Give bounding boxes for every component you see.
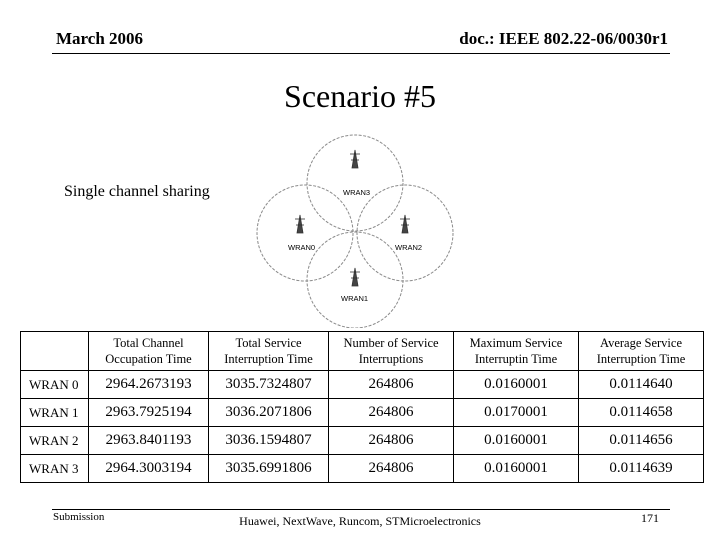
column-header: Total Channel Occupation Time	[89, 332, 209, 371]
results-table	[20, 331, 704, 483]
node-label-wran1: WRAN1	[341, 294, 369, 303]
table-row	[21, 399, 704, 427]
table-cell: 0.0114658	[579, 399, 704, 427]
tower-icon	[350, 150, 360, 168]
table-cell: 2964.2673193	[89, 371, 209, 399]
table-row	[21, 427, 704, 455]
wran-topology-diagram	[250, 128, 460, 328]
coverage-circle-wran0	[257, 185, 353, 281]
table-cell: 2964.3003194	[89, 455, 209, 483]
column-header: Number of Service Interruptions	[329, 332, 454, 371]
coverage-circle-wran1	[307, 135, 403, 231]
table-cell: 0.0114656	[579, 427, 704, 455]
table-row	[21, 455, 704, 483]
footer-authors: Huawei, NextWave, Runcom, STMicroelectronics	[239, 514, 481, 528]
table-cell: 264806	[329, 427, 454, 455]
footer-divider	[52, 509, 670, 510]
node-label-wran2: WRAN2	[395, 243, 423, 252]
node-label-wran0: WRAN0	[288, 243, 316, 252]
table-cell: 264806	[329, 399, 454, 427]
node-label-wran3: WRAN3	[343, 188, 371, 197]
row-label: WRAN 3	[21, 455, 89, 483]
row-label: WRAN 0	[21, 371, 89, 399]
header-doc-id: doc.: IEEE 802.22-06/0030r1	[459, 29, 668, 48]
slide-title: Scenario #5	[284, 78, 436, 114]
tower-icon	[400, 215, 410, 233]
table-cell: 3036.1594807	[209, 427, 329, 455]
column-header: Average Service Interruption Time	[579, 332, 704, 371]
page-number: 171	[641, 511, 659, 525]
table-cell: 264806	[329, 371, 454, 399]
slide-subtitle: Single channel sharing	[64, 183, 210, 200]
column-header: Total Service Interruption Time	[209, 332, 329, 371]
table-cell: 2963.8401193	[89, 427, 209, 455]
table-header-row	[21, 332, 704, 371]
table-row	[21, 371, 704, 399]
table-cell: 0.0160001	[454, 371, 579, 399]
table-cell: 0.0160001	[454, 427, 579, 455]
table-cell: 0.0170001	[454, 399, 579, 427]
table-cell: 3035.7324807	[209, 371, 329, 399]
footer-submission: Submission	[53, 511, 105, 523]
row-label: WRAN 2	[21, 427, 89, 455]
table-cell: 0.0114640	[579, 371, 704, 399]
table-cell: 2963.7925194	[89, 399, 209, 427]
table-cell: 0.0114639	[579, 455, 704, 483]
tower-icon	[350, 268, 360, 286]
table-cell: 0.0160001	[454, 455, 579, 483]
header-divider	[52, 53, 670, 54]
table-cell: 3036.2071806	[209, 399, 329, 427]
table-cell: 264806	[329, 455, 454, 483]
tower-icon	[295, 215, 305, 233]
column-header: Maximum Service Interruptin Time	[454, 332, 579, 371]
row-label: WRAN 1	[21, 399, 89, 427]
table-cell: 3035.6991806	[209, 455, 329, 483]
column-header	[21, 332, 89, 371]
header-date: March 2006	[56, 29, 144, 48]
